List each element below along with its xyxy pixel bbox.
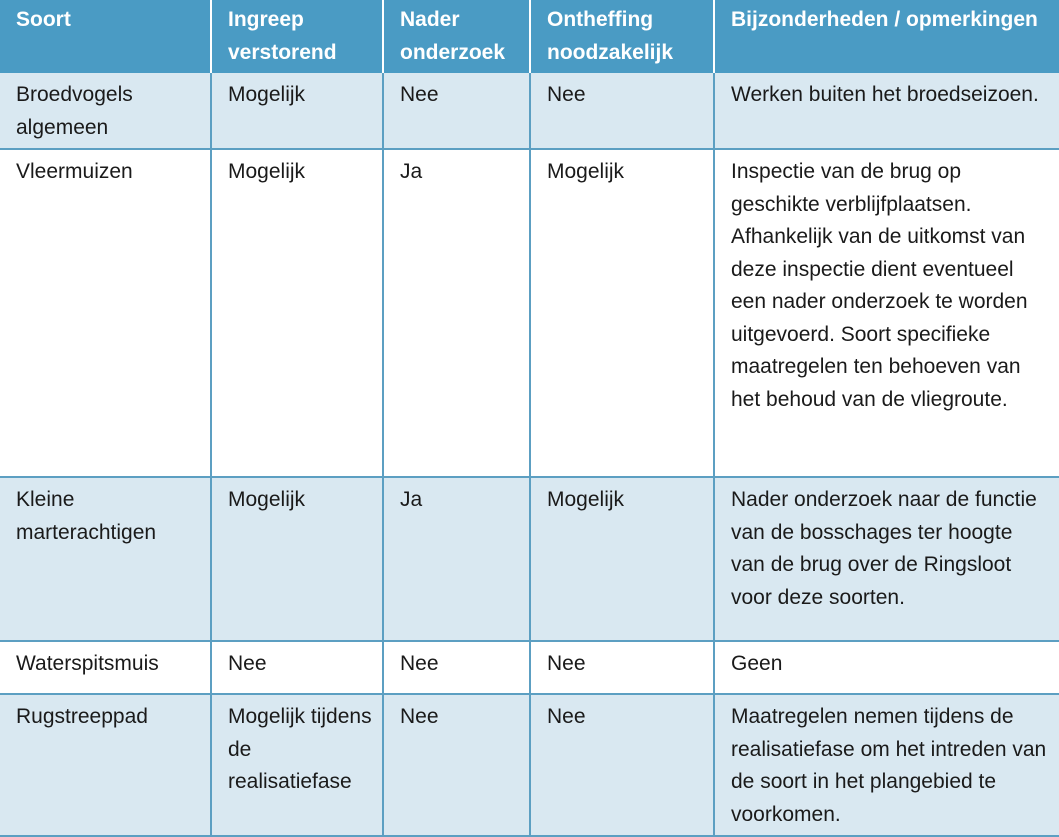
- column-header-ontheffing: Ontheffing noodzakelijk: [530, 0, 714, 73]
- column-header-ingreep: Ingreep verstorend: [211, 0, 383, 73]
- cell-opmerkingen: Werken buiten het broedseizoen.: [714, 73, 1059, 149]
- column-header-onderzoek: Nader onderzoek: [383, 0, 530, 73]
- cell-soort: Waterspitsmuis: [0, 641, 211, 694]
- cell-ontheffing: Mogelijk: [530, 149, 714, 477]
- cell-soort: Broedvogels algemeen: [0, 73, 211, 149]
- cell-opmerkingen: Inspectie van de brug op geschikte verblijfplaatsen. Afhankelijk van de uitkomst van deze inspectie dient eventueel een nader onderzoek te worden uitgevoerd. Soort specifieke maatregelen ten behoeven van het behoud van de vliegroute.: [714, 149, 1059, 477]
- column-header-soort: Soort: [0, 0, 211, 73]
- table-row: [0, 641, 1059, 694]
- cell-ingreep: Mogelijk: [211, 73, 383, 149]
- table-row: [0, 694, 1059, 836]
- cell-ingreep: Mogelijk: [211, 477, 383, 641]
- header-row: [0, 0, 1059, 73]
- cell-ingreep: Mogelijk: [211, 149, 383, 477]
- cell-soort: Kleine marterachtigen: [0, 477, 211, 641]
- cell-ontheffing: Mogelijk: [530, 477, 714, 641]
- cell-ontheffing: Nee: [530, 73, 714, 149]
- cell-onderzoek: Nee: [383, 73, 530, 149]
- column-header-opmerkingen: Bijzonderheden / opmerkingen: [714, 0, 1059, 73]
- cell-opmerkingen: Maatregelen nemen tijdens de realisatiefase om het intreden van de soort in het plangebied te voorkomen.: [714, 694, 1059, 836]
- table-row: [0, 149, 1059, 477]
- cell-opmerkingen: Nader onderzoek naar de functie van de bosschages ter hoogte van de brug over de Ringsloot voor deze soorten.: [714, 477, 1059, 641]
- cell-soort: Vleermuizen: [0, 149, 211, 477]
- cell-ontheffing: Nee: [530, 641, 714, 694]
- cell-opmerkingen: Geen: [714, 641, 1059, 694]
- cell-onderzoek: Ja: [383, 149, 530, 477]
- table-row: [0, 477, 1059, 641]
- cell-ingreep: Nee: [211, 641, 383, 694]
- cell-onderzoek: Ja: [383, 477, 530, 641]
- cell-onderzoek: Nee: [383, 641, 530, 694]
- table-row: [0, 73, 1059, 149]
- cell-onderzoek: Nee: [383, 694, 530, 836]
- cell-ontheffing: Nee: [530, 694, 714, 836]
- cell-ingreep: Mogelijk tijdens de realisatiefase: [211, 694, 383, 836]
- cell-soort: Rugstreeppad: [0, 694, 211, 836]
